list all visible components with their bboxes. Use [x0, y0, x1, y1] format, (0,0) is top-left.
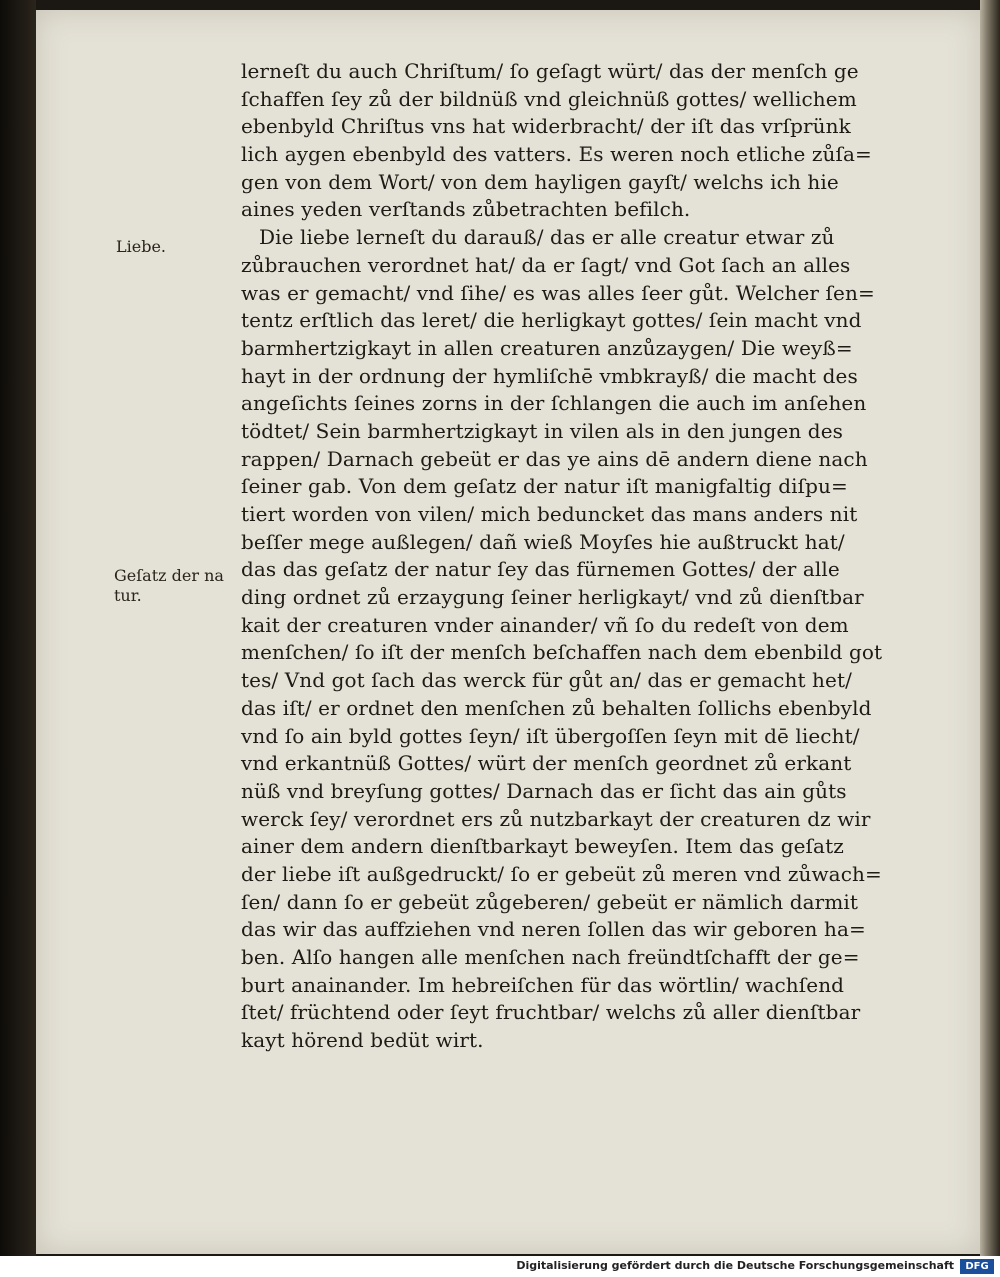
text-line: ſen/ dann ſo er gebeüt zůgeberen/ gebeüt er nämlich darmit [241, 889, 859, 914]
text-line: hayt in der ordnung der hymliſchē vmbkrayß/ die macht des [241, 363, 858, 388]
text-line: menſchen/ ſo iſt der menſch beſchaffen nach dem ebenbild got [241, 640, 883, 665]
text-line: gen von dem Wort/ von dem hayligen gayſt/ welchs ich hie [241, 169, 839, 194]
text-line: was er gemacht/ vnd ſihe/ es was alles ſeer gůt. Welcher ſen= [241, 280, 875, 305]
text-line: nüß vnd breyſung gottes/ Darnach das er ſicht das ain gůts [241, 778, 847, 803]
text-line: Die liebe lerneſt du darauß/ das er alle creatur etwar zů [259, 225, 835, 250]
text-line: das das geſatz der natur ſey das fürnemen Gottes/ der alle [241, 557, 840, 582]
footer-bar [0, 1256, 1000, 1277]
dfg-logo-icon: DFG [960, 1259, 994, 1274]
text-line: ebenbyld Chriſtus vns hat widerbracht/ der iſt das vrſprünk [241, 114, 851, 139]
text-line: der liebe iſt außgedruckt/ ſo er gebeüt zů meren vnd zůwach= [241, 861, 882, 886]
text-line: zůbrauchen verordnet hat/ da er ſagt/ vnd Got ſach an alles [241, 252, 851, 277]
text-line: lerneſt du auch Chriſtum/ ſo geſagt würt/ das der menſch ge [241, 59, 859, 83]
text-line: beſſer mege außlegen/ dañ wieß Moyſes hie außtruckt hat/ [241, 529, 845, 554]
footer-credit: Digitalisierung gefördert durch die Deutsche Forschungsgemeinschaft [516, 1259, 954, 1272]
text-line: vnd ſo ain byld gottes ſeyn/ iſt übergoſſen ſeyn mit dē liecht/ [241, 723, 860, 748]
text-line: burt anainander. Im hebreiſchen für das wörtlin/ wachſend [241, 972, 845, 997]
marginal-note-gesatz-2: tur. [114, 586, 142, 605]
text-line: ſchaffen ſey zů der bildnüß vnd gleichnüß gottes/ wellichem [241, 86, 857, 111]
text-line: kayt hörend bedüt wirt. [241, 1028, 484, 1053]
text-line: das wir das auffziehen vnd neren ſollen das wir geboren ha= [241, 917, 866, 942]
text-line: rappen/ Darnach gebeüt er das ye ains dē andern diene nach [241, 446, 868, 471]
page-edge [980, 0, 1000, 1277]
text-line: ainer dem andern dienſtbarkayt beweyſen. Item das geſatz [241, 834, 844, 859]
text-line: tödtet/ Sein barmhertzigkayt in vilen als in den jungen des [241, 418, 843, 443]
book-gutter [0, 0, 36, 1277]
marginal-note-liebe: Liebe. [116, 237, 167, 256]
text-line: tentz erſtlich das leret/ die herligkayt gottes/ ſein macht vnd [241, 308, 862, 333]
text-line: tes/ Vnd got ſach das werck für gůt an/ das er gemacht het/ [241, 668, 852, 693]
text-line: ben. Alſo hangen alle menſchen nach freündtſchafft der ge= [241, 945, 860, 969]
text-line: lich aygen ebenbyld des vatters. Es weren noch etliche zůſa= [241, 142, 872, 167]
text-line: barmhertzigkayt in allen creaturen anzůzaygen/ Die weyß= [241, 335, 853, 360]
text-line: vnd erkantnüß Gottes/ würt der menſch geordnet zů erkant [241, 751, 852, 776]
text-line: kait der creaturen vnder ainander/ vñ ſo du redeſt von dem [241, 612, 849, 637]
text-block [241, 58, 901, 1055]
text-line: ſeiner gab. Von dem geſatz der natur iſt manigfaltig diſpu= [241, 474, 848, 499]
text-line: aines yeden verſtands zůbetrachten befilch. [241, 197, 691, 222]
text-line: angeſichts ſeines zorns in der ſchlangen die auch im anſehen [241, 391, 867, 416]
text-line: das iſt/ er ordnet den menſchen zů behalten ſollichs ebenbyld [241, 695, 872, 720]
text-line: ſtet/ früchtend oder ſeyt fruchtbar/ welchs zů aller dienſtbar [241, 1000, 861, 1025]
text-line: ding ordnet zů erzaygung ſeiner herligkayt/ vnd zů dienſtbar [241, 585, 864, 610]
text-line: werck ſey/ verordnet ers zů nutzbarkayt der creaturen dz wir [241, 806, 871, 831]
text-line: tiert worden von vilen/ mich beduncket das mans anders nit [241, 502, 858, 526]
marginal-note-gesatz-1: Geſatz der na [114, 566, 224, 585]
